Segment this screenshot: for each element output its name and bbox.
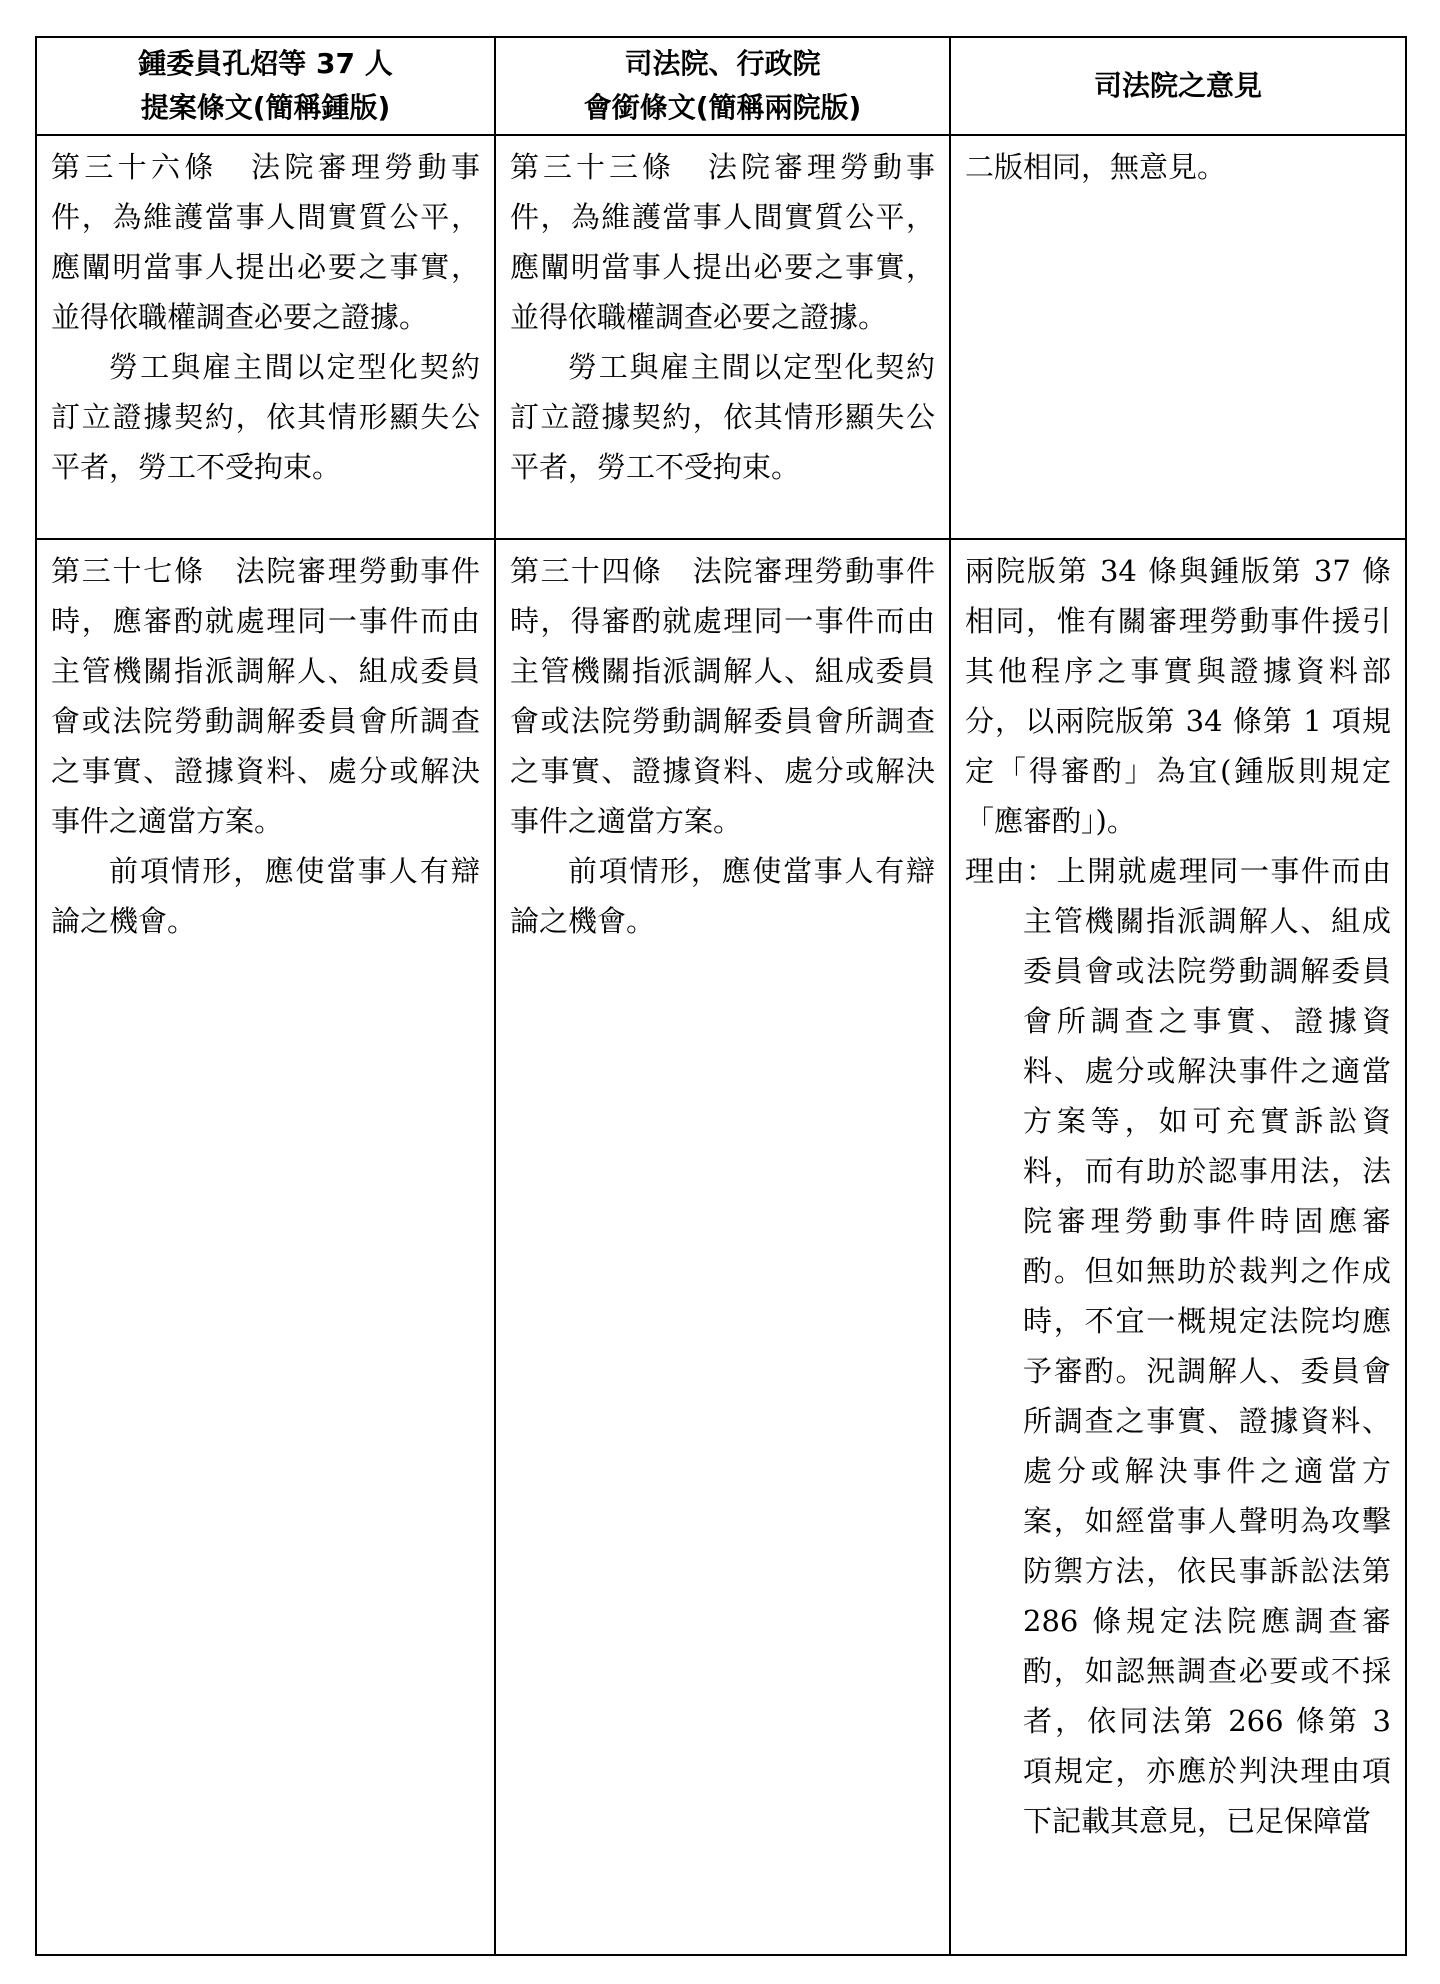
opinion-cell xyxy=(950,135,1406,539)
header-two-branch-version xyxy=(495,37,950,135)
comparison-table xyxy=(35,36,1407,1956)
header-zhong-version xyxy=(36,37,495,135)
opinion-cell xyxy=(950,539,1406,1955)
opinion-reason-paragraph: 理由：上開就處理同一事件而由主管機關指派調解人、組成委員會或法院勞動調解委員會所調查之事實、證據資料、處分或解決事件之適當方案等，如可充實訴訟資料，而有助於認事用法，法院審理勞動事件時固應審酌。但如無助於裁判之作成時，不宜一概規定法院均應予審酌。況調解人、委員會所調查之事實、證據資料、處分或解決事件之適當方案，如經當事人聲明為攻擊防禦方法，依民事訴訟法第 286 條規定法院應調查審酌，如認無調查必要或不採者，依同法第 266 條第 3 項規定，亦應於判決理由項下記載其意見，已足保障當 xyxy=(965,854,1391,1838)
article-paragraph: 前項情形，應使當事人有辯論之機會。 xyxy=(51,854,480,938)
article-paragraph: 前項情形，應使當事人有辯論之機會。 xyxy=(510,854,935,938)
article-paragraph: 第三十四條 法院審理勞動事件時，得審酌就處理同一事件而由主管機關指派調解人、組成委員會或法院勞動調解委員會所調查之事實、證據資料、處分或解決事件之適當方案。 xyxy=(510,554,935,838)
header-judicial-opinion xyxy=(950,37,1406,135)
article-paragraph: 勞工與雇主間以定型化契約訂立證據契約，依其情形顯失公平者，勞工不受拘束。 xyxy=(51,350,480,484)
header-text: 鍾委員孔炤等 37 人 提案條文(簡稱鍾版) xyxy=(138,47,393,124)
zhong-article-36-cell xyxy=(36,135,495,539)
header-text: 司法院之意見 xyxy=(1093,69,1262,102)
table-row xyxy=(36,539,1406,1955)
article-paragraph: 第三十三條 法院審理勞動事件，為維護當事人間實質公平，應闡明當事人提出必要之事實，並得依職權調查必要之證據。 xyxy=(510,150,935,334)
article-paragraph: 第三十七條 法院審理勞動事件時，應審酌就處理同一事件而由主管機關指派調解人、組成委員會或法院勞動調解委員會所調查之事實、證據資料、處分或解決事件之適當方案。 xyxy=(51,554,480,838)
opinion-paragraph: 兩院版第 34 條與鍾版第 37 條相同，惟有關審理勞動事件援引其他程序之事實與證據資料部分，以兩院版第 34 條第 1 項規定「得審酌」為宜(鍾版則規定「應審酌」)。 xyxy=(965,554,1391,838)
article-paragraph: 勞工與雇主間以定型化契約訂立證據契約，依其情形顯失公平者，勞工不受拘束。 xyxy=(510,350,935,484)
two-branch-article-33-cell xyxy=(495,135,950,539)
header-row xyxy=(36,37,1406,135)
table-row xyxy=(36,135,1406,539)
zhong-article-37-cell xyxy=(36,539,495,1955)
two-branch-article-34-cell xyxy=(495,539,950,1955)
header-text: 司法院、行政院 會銜條文(簡稱兩院版) xyxy=(583,47,862,124)
article-paragraph: 第三十六條 法院審理勞動事件，為維護當事人間實質公平，應闡明當事人提出必要之事實，並得依職權調查必要之證據。 xyxy=(51,150,480,334)
opinion-paragraph: 二版相同，無意見。 xyxy=(965,150,1227,184)
